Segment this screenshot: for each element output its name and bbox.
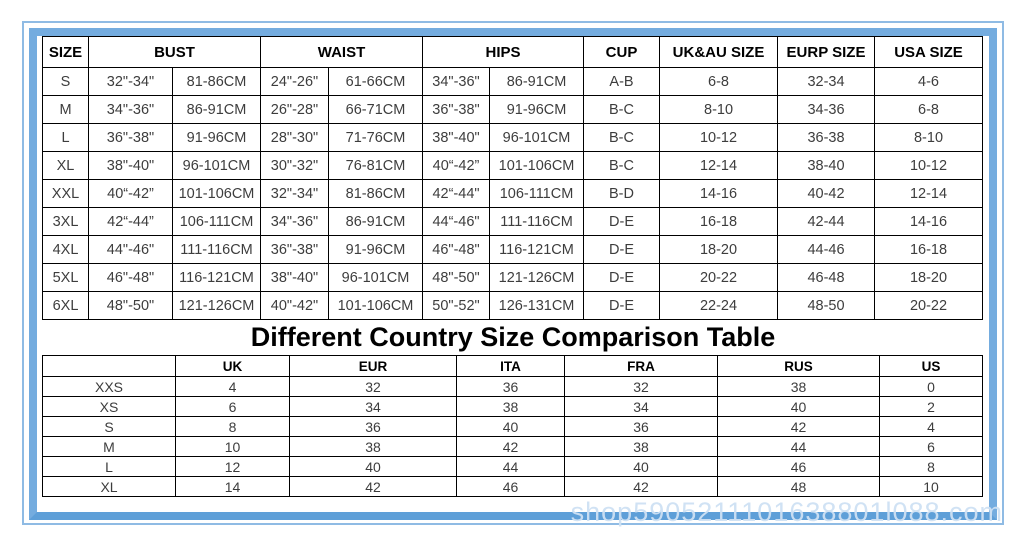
table-cell: 106-111CM bbox=[490, 180, 584, 208]
table-row bbox=[43, 477, 983, 497]
table-row bbox=[43, 152, 983, 180]
table-cell: 34"-36" bbox=[89, 96, 173, 124]
table-cell: 34 bbox=[290, 397, 457, 417]
table-cell: 91-96CM bbox=[173, 124, 261, 152]
table-cell: 40"-42" bbox=[261, 292, 329, 320]
table-cell: 121-126CM bbox=[490, 264, 584, 292]
table-cell: 48-50 bbox=[778, 292, 875, 320]
table-cell: 22-24 bbox=[660, 292, 778, 320]
table-cell: 61-66CM bbox=[329, 68, 423, 96]
table-cell: 44 bbox=[718, 437, 880, 457]
table-cell: D-E bbox=[584, 264, 660, 292]
table-cell: B-D bbox=[584, 180, 660, 208]
column-header: HIPS bbox=[423, 37, 584, 68]
table-cell: 96-101CM bbox=[329, 264, 423, 292]
column-header: EURP SIZE bbox=[778, 37, 875, 68]
table-cell: 42 bbox=[290, 477, 457, 497]
table-cell: 44-46 bbox=[778, 236, 875, 264]
table-cell: 44"-46" bbox=[89, 236, 173, 264]
table-cell: 91-96CM bbox=[490, 96, 584, 124]
table-cell: 16-18 bbox=[660, 208, 778, 236]
table-cell: 46 bbox=[718, 457, 880, 477]
table-cell: 18-20 bbox=[875, 264, 983, 292]
table-cell: 86-91CM bbox=[329, 208, 423, 236]
table-cell: M bbox=[43, 437, 176, 457]
table-row bbox=[43, 96, 983, 124]
blue-frame bbox=[29, 28, 997, 520]
table-cell: S bbox=[43, 68, 89, 96]
table-cell: 30"-32" bbox=[261, 152, 329, 180]
table-row bbox=[43, 208, 983, 236]
table-cell: 81-86CM bbox=[173, 68, 261, 96]
column-header: CUP bbox=[584, 37, 660, 68]
table-cell: 81-86CM bbox=[329, 180, 423, 208]
content-area bbox=[37, 36, 989, 497]
table-cell: 8 bbox=[880, 457, 983, 477]
table-cell: L bbox=[43, 124, 89, 152]
table-row bbox=[43, 457, 983, 477]
table-cell: 48"-50" bbox=[89, 292, 173, 320]
table-cell: 8-10 bbox=[875, 124, 983, 152]
column-header: EUR bbox=[290, 356, 457, 377]
table-cell: 34"-36" bbox=[423, 68, 490, 96]
table-cell: 3XL bbox=[43, 208, 89, 236]
table-cell: 48 bbox=[718, 477, 880, 497]
table-cell: D-E bbox=[584, 236, 660, 264]
table-cell: 86-91CM bbox=[490, 68, 584, 96]
table-cell: 42“-44" bbox=[423, 180, 490, 208]
table-cell: 5XL bbox=[43, 264, 89, 292]
table-cell: 86-91CM bbox=[173, 96, 261, 124]
column-header: FRA bbox=[565, 356, 718, 377]
table-cell: XS bbox=[43, 397, 176, 417]
table-cell: 0 bbox=[880, 377, 983, 397]
table-cell: 14-16 bbox=[875, 208, 983, 236]
table-cell: 42 bbox=[718, 417, 880, 437]
table-cell: 6-8 bbox=[660, 68, 778, 96]
table-cell: 6XL bbox=[43, 292, 89, 320]
column-header: UK bbox=[176, 356, 290, 377]
column-header: RUS bbox=[718, 356, 880, 377]
country-chart-header-row bbox=[43, 356, 983, 377]
table-cell: 42 bbox=[457, 437, 565, 457]
table-cell: 40 bbox=[718, 397, 880, 417]
table-cell: 32 bbox=[290, 377, 457, 397]
table-cell: 12 bbox=[176, 457, 290, 477]
table-cell: 36 bbox=[565, 417, 718, 437]
table-cell: 20-22 bbox=[660, 264, 778, 292]
table-cell: 121-126CM bbox=[173, 292, 261, 320]
table-cell: 6 bbox=[176, 397, 290, 417]
table-cell: XXL bbox=[43, 180, 89, 208]
watermark-text: shop5905211101638801l088.com bbox=[570, 497, 1003, 527]
table-row bbox=[43, 236, 983, 264]
table-cell: 91-96CM bbox=[329, 236, 423, 264]
table-cell: 46"-48" bbox=[423, 236, 490, 264]
table-cell: 28"-30" bbox=[261, 124, 329, 152]
table-cell: M bbox=[43, 96, 89, 124]
table-cell: 38 bbox=[457, 397, 565, 417]
table-cell: 40“-42” bbox=[89, 180, 173, 208]
column-header bbox=[43, 356, 176, 377]
table-cell: 6 bbox=[880, 437, 983, 457]
table-cell: 26"-28" bbox=[261, 96, 329, 124]
table-cell: 40 bbox=[457, 417, 565, 437]
country-chart-table bbox=[42, 355, 983, 497]
table-cell: 42-44 bbox=[778, 208, 875, 236]
table-cell: 34 bbox=[565, 397, 718, 417]
table-cell: XXS bbox=[43, 377, 176, 397]
table-cell: B-C bbox=[584, 96, 660, 124]
table-cell: 32 bbox=[565, 377, 718, 397]
table-cell: 32-34 bbox=[778, 68, 875, 96]
table-cell: 36-38 bbox=[778, 124, 875, 152]
table-cell: D-E bbox=[584, 208, 660, 236]
table-cell: 38 bbox=[718, 377, 880, 397]
column-header: USA SIZE bbox=[875, 37, 983, 68]
table-cell: 34-36 bbox=[778, 96, 875, 124]
table-cell: 71-76CM bbox=[329, 124, 423, 152]
table-cell: 34"-36" bbox=[261, 208, 329, 236]
table-row bbox=[43, 377, 983, 397]
table-cell: 116-121CM bbox=[173, 264, 261, 292]
table-cell: 40-42 bbox=[778, 180, 875, 208]
table-cell: 101-106CM bbox=[490, 152, 584, 180]
table-cell: 42 bbox=[565, 477, 718, 497]
table-cell: 40“-42” bbox=[423, 152, 490, 180]
table-cell: 24"-26" bbox=[261, 68, 329, 96]
table-row bbox=[43, 68, 983, 96]
table-cell: 14-16 bbox=[660, 180, 778, 208]
column-header: WAIST bbox=[261, 37, 423, 68]
table-cell: XL bbox=[43, 152, 89, 180]
table-cell: 36"-38" bbox=[261, 236, 329, 264]
table-cell: 46 bbox=[457, 477, 565, 497]
table-cell: 76-81CM bbox=[329, 152, 423, 180]
table-cell: 44 bbox=[457, 457, 565, 477]
table-cell: 40 bbox=[565, 457, 718, 477]
table-cell: 10 bbox=[176, 437, 290, 457]
table-cell: 106-111CM bbox=[173, 208, 261, 236]
table-cell: 116-121CM bbox=[490, 236, 584, 264]
table-cell: 32"-34" bbox=[89, 68, 173, 96]
table-row bbox=[43, 437, 983, 457]
table-cell: 111-116CM bbox=[490, 208, 584, 236]
table-row bbox=[43, 180, 983, 208]
table-cell: D-E bbox=[584, 292, 660, 320]
table-cell: 48"-50" bbox=[423, 264, 490, 292]
table-cell: 10-12 bbox=[875, 152, 983, 180]
table-row bbox=[43, 292, 983, 320]
table-cell: 4 bbox=[176, 377, 290, 397]
table-cell: B-C bbox=[584, 124, 660, 152]
table-cell: 20-22 bbox=[875, 292, 983, 320]
column-header: US bbox=[880, 356, 983, 377]
table-cell: 10 bbox=[880, 477, 983, 497]
table-cell: 8 bbox=[176, 417, 290, 437]
size-chart-header-row bbox=[43, 37, 983, 68]
table-cell: 44“-46" bbox=[423, 208, 490, 236]
table-cell: 96-101CM bbox=[173, 152, 261, 180]
table-cell: 42“-44” bbox=[89, 208, 173, 236]
table-cell: 40 bbox=[290, 457, 457, 477]
table-cell: 32"-34" bbox=[261, 180, 329, 208]
table-cell: 66-71CM bbox=[329, 96, 423, 124]
table-cell: 16-18 bbox=[875, 236, 983, 264]
table-cell: 4 bbox=[880, 417, 983, 437]
table-cell: 36"-38" bbox=[423, 96, 490, 124]
table-cell: 46"-48" bbox=[89, 264, 173, 292]
table-cell: 2 bbox=[880, 397, 983, 417]
table-cell: 18-20 bbox=[660, 236, 778, 264]
size-chart-table bbox=[42, 36, 983, 320]
table-cell: 38"-40" bbox=[423, 124, 490, 152]
table-row bbox=[43, 124, 983, 152]
table-cell: 6-8 bbox=[875, 96, 983, 124]
table-cell: 101-106CM bbox=[329, 292, 423, 320]
table-cell: 4-6 bbox=[875, 68, 983, 96]
column-header: BUST bbox=[89, 37, 261, 68]
table-cell: S bbox=[43, 417, 176, 437]
table-cell: A-B bbox=[584, 68, 660, 96]
comparison-table-title: Different Country Size Comparison Table bbox=[250, 322, 776, 352]
table-cell: 36 bbox=[290, 417, 457, 437]
table-cell: 8-10 bbox=[660, 96, 778, 124]
table-cell: 14 bbox=[176, 477, 290, 497]
table-cell: 36"-38" bbox=[89, 124, 173, 152]
table-cell: 38 bbox=[290, 437, 457, 457]
table-cell: 38"-40" bbox=[261, 264, 329, 292]
table-cell: 96-101CM bbox=[490, 124, 584, 152]
table-cell: 36 bbox=[457, 377, 565, 397]
table-cell: 38"-40" bbox=[89, 152, 173, 180]
table-cell: 12-14 bbox=[875, 180, 983, 208]
column-header: UK&AU SIZE bbox=[660, 37, 778, 68]
column-header: SIZE bbox=[43, 37, 89, 68]
table-cell: 10-12 bbox=[660, 124, 778, 152]
column-header: ITA bbox=[457, 356, 565, 377]
table-row bbox=[43, 264, 983, 292]
table-row bbox=[43, 397, 983, 417]
table-cell: 12-14 bbox=[660, 152, 778, 180]
table-cell: XL bbox=[43, 477, 176, 497]
table-cell: B-C bbox=[584, 152, 660, 180]
table-row bbox=[43, 417, 983, 437]
table-cell: 46-48 bbox=[778, 264, 875, 292]
table-cell: 111-116CM bbox=[173, 236, 261, 264]
table-cell: 101-106CM bbox=[173, 180, 261, 208]
table-cell: 4XL bbox=[43, 236, 89, 264]
table-cell: L bbox=[43, 457, 176, 477]
table-cell: 50"-52" bbox=[423, 292, 490, 320]
table-cell: 38-40 bbox=[778, 152, 875, 180]
table-cell: 126-131CM bbox=[490, 292, 584, 320]
table-cell: 38 bbox=[565, 437, 718, 457]
